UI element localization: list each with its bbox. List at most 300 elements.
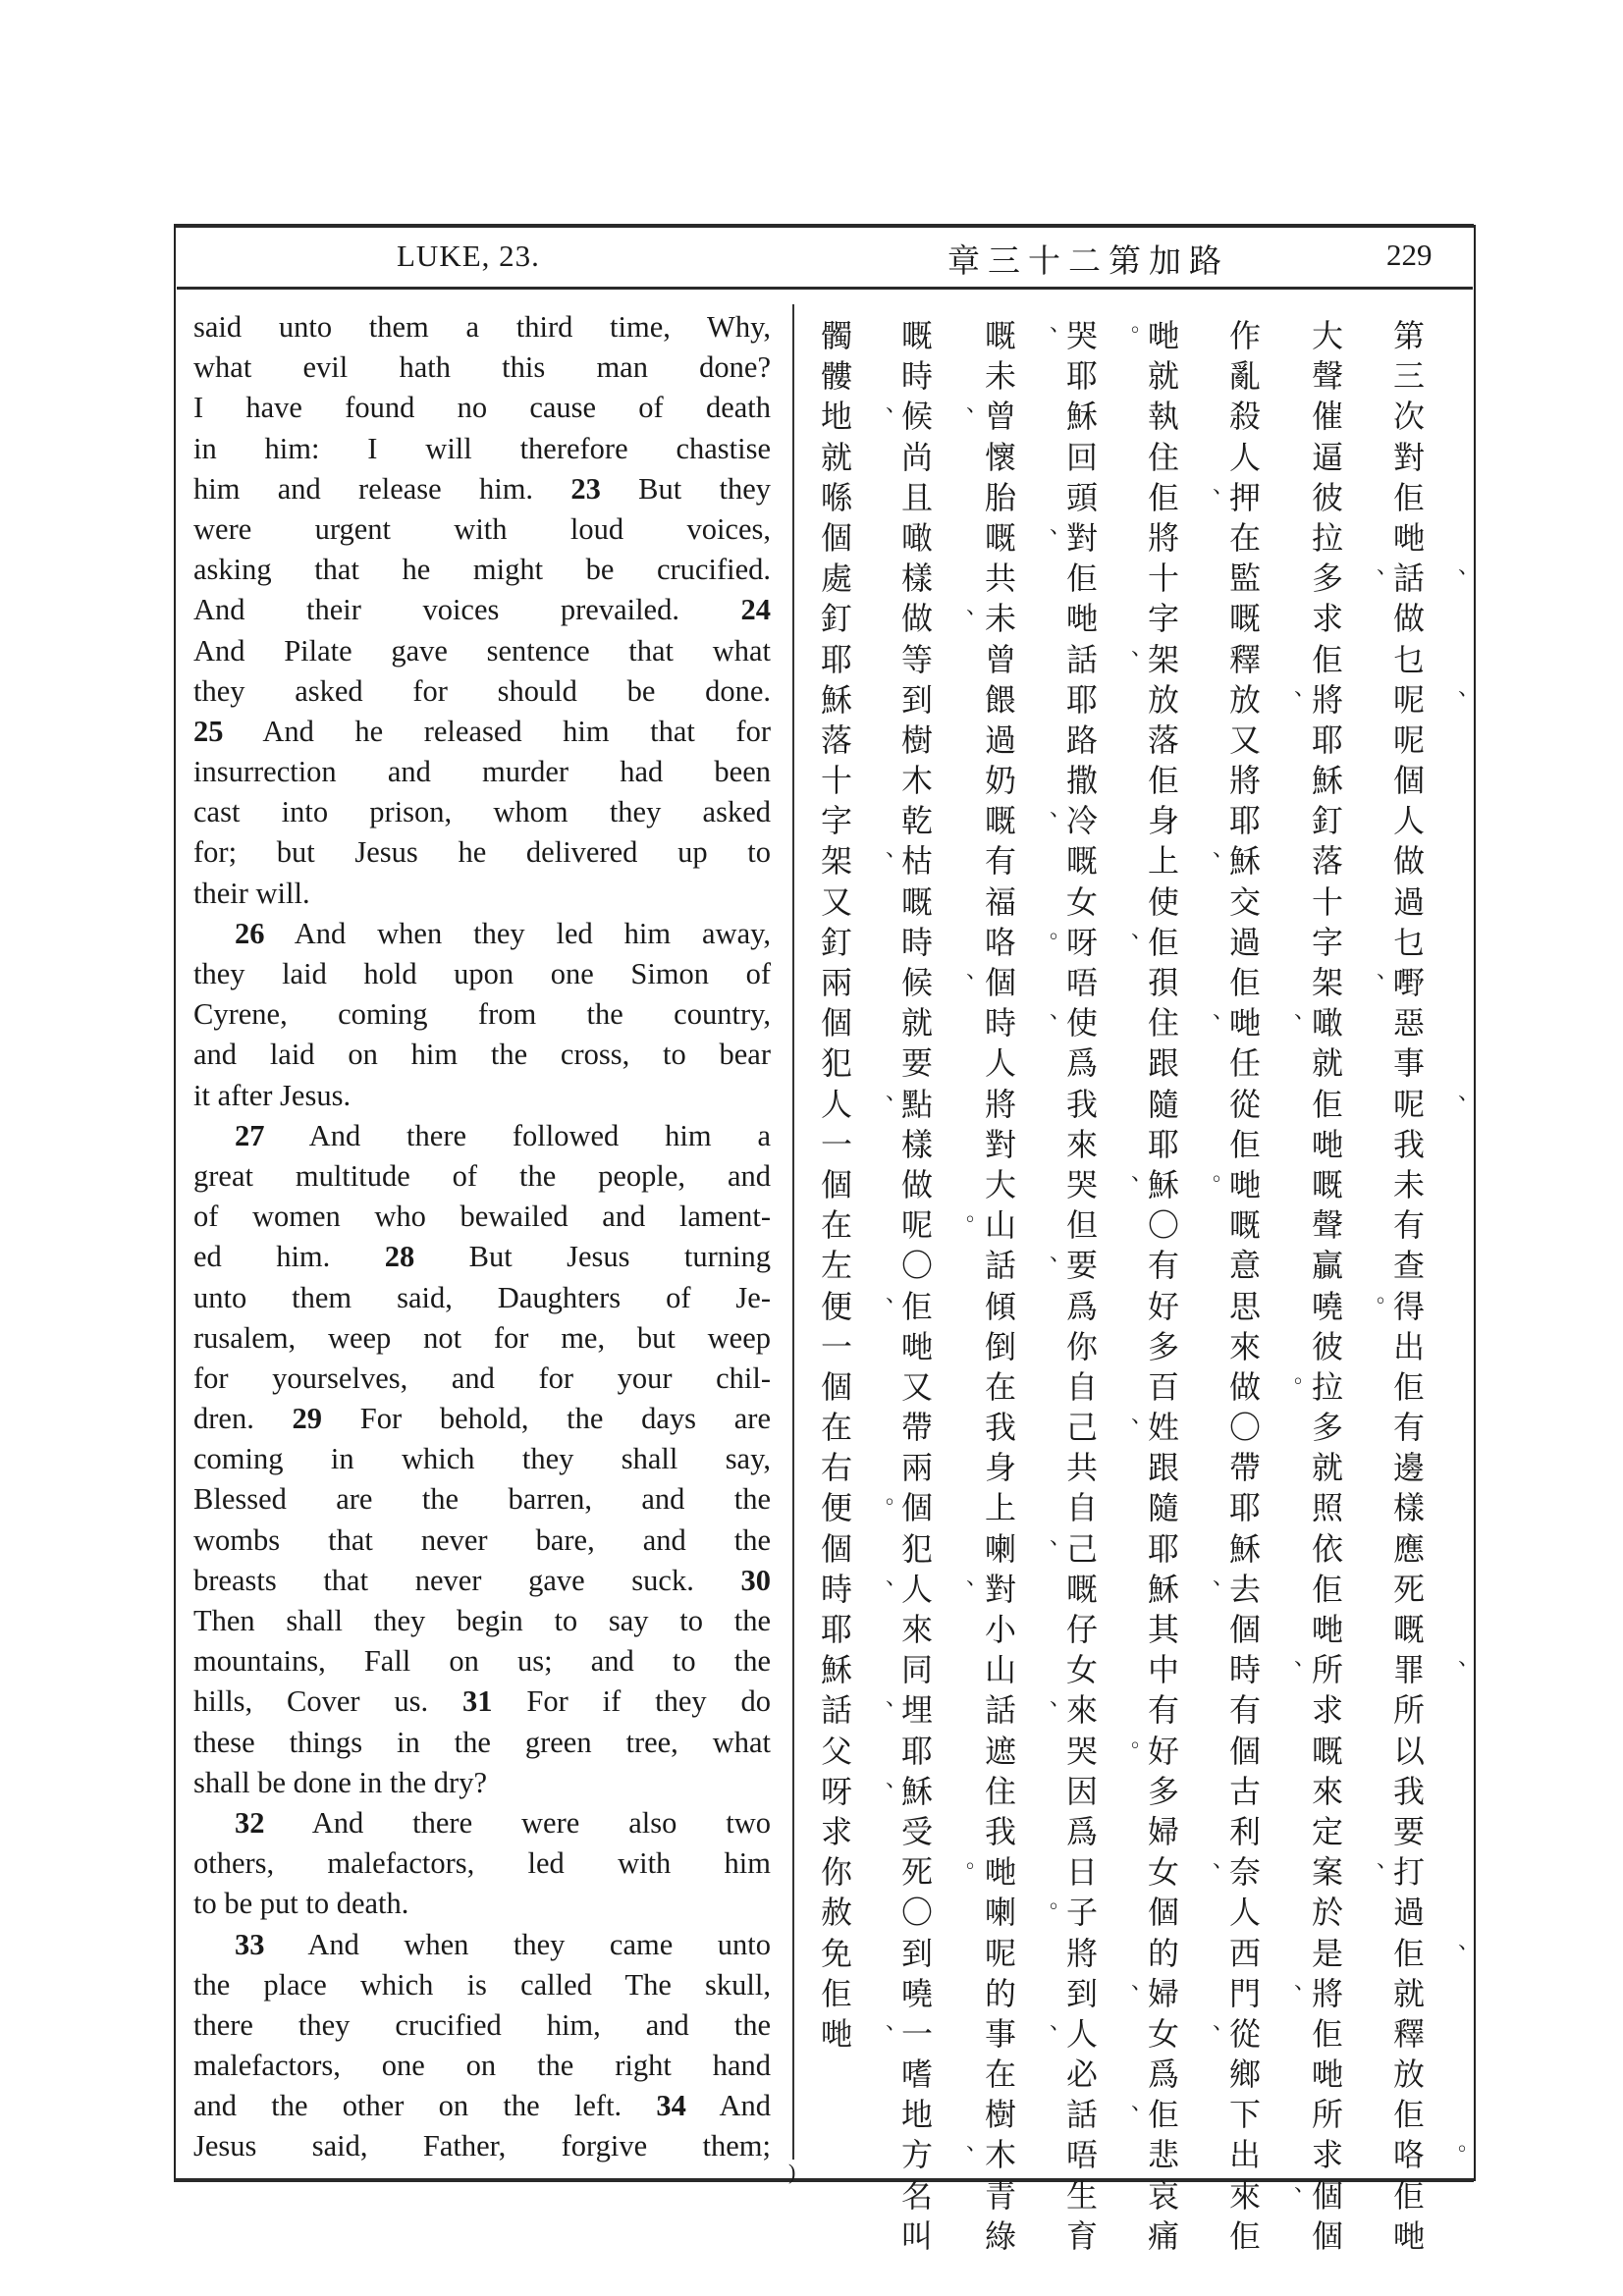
- chinese-character: 咯 。: [979, 923, 1022, 963]
- chinese-character: 以: [1392, 1732, 1425, 1770]
- chinese-character: 個: [1228, 1732, 1261, 1770]
- chinese-character: 個: [820, 1165, 852, 1203]
- chinese-character: 做: [1392, 842, 1425, 881]
- chinese-character: 哋: [1065, 600, 1098, 638]
- chinese-character: 住: [1147, 438, 1179, 476]
- chinese-character: 來: [1065, 1691, 1098, 1730]
- chinese-character: 多 、: [1306, 559, 1349, 599]
- chinese-character: 話 、: [979, 1246, 1022, 1286]
- chinese-character: 佢: [1228, 1125, 1261, 1163]
- verse-number: 27: [235, 1118, 265, 1152]
- chinese-character: 落: [820, 721, 852, 759]
- chinese-character: 又: [1228, 721, 1261, 759]
- chinese-character: 殺: [1228, 398, 1261, 436]
- punctuation-mark: 、: [966, 2131, 989, 2157]
- chinese-character: 就: [1311, 1449, 1343, 1487]
- chinese-character: 求: [820, 1812, 852, 1850]
- chinese-character: 父: [820, 1732, 852, 1770]
- chinese-character: 一: [820, 1327, 852, 1365]
- chinese-character: 住 、: [1142, 1003, 1185, 1043]
- chinese-character: 山: [984, 1651, 1016, 1689]
- punctuation-mark: 、: [966, 595, 989, 620]
- chinese-character: 頭: [1065, 478, 1098, 516]
- chinese-character: 呢 。: [895, 1205, 939, 1246]
- chinese-character: 日: [1065, 1853, 1098, 1892]
- chinese-character: 咯 。: [1387, 2135, 1431, 2175]
- chinese-character: 贏: [1311, 1247, 1343, 1285]
- chinese-character: 將: [984, 1085, 1016, 1123]
- chinese-character: 架 、: [1306, 963, 1349, 1003]
- chinese-character: 嘅: [900, 317, 933, 354]
- chinese-character: 的: [984, 1974, 1016, 2012]
- chinese-character: 話 、: [1060, 2095, 1104, 2135]
- chinese-character: 到: [900, 680, 933, 719]
- chinese-character: 呀 、: [815, 1772, 858, 1812]
- punctuation-mark: 。: [1458, 2131, 1481, 2157]
- chinese-character: 哋: [984, 1853, 1016, 1892]
- chinese-character: 呢 、: [1387, 1085, 1431, 1125]
- punctuation-mark: 、: [1213, 999, 1235, 1025]
- chinese-character: 兩: [820, 964, 852, 1001]
- chinese-character: 隨: [1147, 1085, 1179, 1123]
- chinese-character: 在: [984, 1367, 1016, 1406]
- english-text-line: him and release him. 23 But they: [193, 471, 771, 506]
- chinese-character: 爲: [1147, 2056, 1179, 2094]
- chinese-character: 要: [900, 1044, 933, 1083]
- chinese-character: 又: [820, 882, 852, 921]
- chinese-character: 穌: [820, 680, 852, 719]
- column-divider: [792, 304, 794, 2160]
- chinese-character: 哋 、: [815, 2014, 858, 2055]
- chinese-text-column: [1060, 312, 1154, 2257]
- chinese-character: 落: [1147, 721, 1179, 759]
- chinese-character: 所: [1311, 2096, 1343, 2134]
- chinese-character: 個: [820, 1004, 852, 1042]
- punctuation-mark: 、: [1377, 959, 1399, 984]
- chinese-character: 綠: [984, 2216, 1016, 2255]
- chinese-character: 所: [1392, 1691, 1425, 1730]
- chinese-character: 亂: [1228, 357, 1261, 396]
- english-text-line: for; but Jesus he delivered up to: [193, 835, 771, 870]
- bottom-border-rule: [174, 2178, 1474, 2182]
- english-text-line: breasts that never gave suck. 30: [193, 1563, 771, 1597]
- chinese-character: 曾: [984, 640, 1016, 678]
- punctuation-mark: 、: [1213, 1565, 1235, 1590]
- punctuation-mark: 、: [1458, 1929, 1481, 1954]
- chinese-character: 門 、: [1223, 1974, 1267, 2014]
- chinese-character: 爲: [1065, 1287, 1098, 1325]
- chinese-character: 過: [984, 721, 1016, 759]
- chinese-character: 樣: [900, 1125, 933, 1163]
- punctuation-mark: 。: [966, 1848, 989, 1874]
- chinese-character: 尚: [900, 438, 933, 476]
- chinese-character: 將: [1311, 1974, 1343, 2012]
- chinese-character: 放: [1392, 2056, 1425, 2094]
- chinese-character: 哋: [900, 1327, 933, 1365]
- punctuation-mark: 、: [1213, 837, 1235, 863]
- chinese-character: 多: [1147, 1772, 1179, 1810]
- chinese-character: 對: [1065, 518, 1098, 557]
- chinese-character: 佢 、: [1387, 1934, 1431, 1974]
- punctuation-mark: 、: [1458, 675, 1481, 701]
- chinese-character: 查: [1392, 1247, 1425, 1285]
- english-text-line: hills, Cover us. 31 For if they do: [193, 1684, 772, 1719]
- chinese-character: 哋: [1228, 1165, 1261, 1203]
- chinese-character: 冷: [1065, 802, 1098, 840]
- chinese-character: 佢: [1311, 2014, 1343, 2053]
- chinese-character: 胎: [984, 478, 1016, 516]
- chinese-character: 跟: [1147, 1044, 1179, 1083]
- chinese-character: 佢: [1392, 2176, 1425, 2215]
- chinese-character: 個: [1147, 1894, 1179, 1932]
- chinese-character: 女: [1065, 1651, 1098, 1689]
- punctuation-mark: 、: [1458, 555, 1481, 580]
- chinese-character: 傾: [984, 1287, 1016, 1325]
- chinese-character: 穌: [1228, 1529, 1261, 1568]
- chinese-character: 利: [1228, 1812, 1261, 1850]
- chinese-character: 罪 、: [1387, 1650, 1431, 1690]
- punctuation-mark: 、: [1213, 473, 1235, 499]
- chinese-character: 打: [1392, 1853, 1425, 1892]
- chinese-character: 來: [1228, 1327, 1261, 1365]
- chinese-character: 多: [1311, 1409, 1343, 1447]
- chinese-character: 哀: [1147, 2176, 1179, 2215]
- chinese-character: 話 、: [979, 1690, 1022, 1731]
- chinese-character: 未: [1392, 1165, 1425, 1203]
- chinese-character: 路: [1065, 721, 1098, 759]
- chinese-character: 嘅: [1392, 1611, 1425, 1648]
- punctuation-mark: 、: [886, 1080, 908, 1105]
- english-text-line: rusalem, weep not for me, but weep: [193, 1320, 771, 1355]
- chinese-character: 佢: [1392, 1367, 1425, 1406]
- punctuation-mark: 、: [1294, 2171, 1317, 2197]
- chinese-character: 人: [1228, 1894, 1261, 1932]
- chinese-character: 我: [1392, 1772, 1425, 1810]
- chinese-character: 佢: [1228, 964, 1261, 1001]
- chinese-character: 耶: [1228, 802, 1261, 840]
- chinese-character: 耶: [1311, 721, 1343, 759]
- punctuation-mark: 、: [886, 2009, 908, 2035]
- english-text-line: 32 And there were also two: [235, 1805, 771, 1840]
- chinese-character: 自: [1065, 1367, 1098, 1406]
- chinese-character: 聲: [1311, 357, 1343, 396]
- chinese-character: 的: [1147, 1934, 1179, 1972]
- punctuation-mark: 、: [1050, 513, 1072, 539]
- chinese-character: 個: [1311, 2176, 1343, 2215]
- chinese-character: 來: [900, 1611, 933, 1648]
- punctuation-mark: 、: [966, 393, 989, 418]
- chinese-character: 個: [1392, 762, 1425, 800]
- chinese-character: 落: [1311, 842, 1343, 881]
- chinese-character: 免: [820, 1934, 852, 1972]
- english-text-line: malefactors, one on the right hand: [193, 2049, 771, 2083]
- chinese-character: 爲: [1065, 1044, 1098, 1083]
- punctuation-mark: 、: [1131, 1969, 1154, 1995]
- chinese-character: 有: [984, 842, 1016, 881]
- chinese-character: 左: [820, 1247, 852, 1285]
- punctuation-mark: 。: [1131, 312, 1154, 337]
- chinese-character: 話 、: [1387, 559, 1431, 599]
- punctuation-mark: 、: [1131, 635, 1154, 661]
- punctuation-mark: 。: [1294, 1362, 1317, 1388]
- english-text-line: 33 And when they came unto: [235, 1927, 771, 1961]
- chinese-character: 呢: [984, 1934, 1016, 1972]
- verse-number: 30: [740, 1563, 771, 1597]
- chinese-character: 個: [1311, 2216, 1343, 2255]
- chinese-character: 我: [984, 1812, 1016, 1850]
- chinese-character: 監: [1228, 560, 1261, 598]
- chinese-character: 便 。: [815, 1488, 858, 1528]
- footer-mark: ): [788, 2160, 796, 2184]
- chinese-character: 女 、: [1142, 1852, 1185, 1893]
- chinese-character: 嘢: [1392, 964, 1425, 1001]
- english-text-line: for yourselves, and for your chil-: [193, 1361, 771, 1395]
- chinese-character: 話 、: [815, 1690, 858, 1731]
- english-text-line: 25 And he released him that for: [193, 714, 771, 748]
- chinese-character: 嘅: [900, 882, 933, 921]
- chinese-character: 點: [900, 1085, 933, 1123]
- chinese-character: 佢: [1228, 2216, 1261, 2255]
- chinese-character: 得: [1392, 1287, 1425, 1325]
- chinese-character: 樣: [900, 560, 933, 598]
- chinese-character: 共: [984, 560, 1016, 598]
- chinese-character: 其: [1147, 1611, 1179, 1648]
- chinese-character: 字: [820, 802, 852, 840]
- verse-number: 26: [235, 916, 265, 950]
- punctuation-mark: 、: [1294, 999, 1317, 1025]
- chinese-character: 嘅: [1228, 600, 1261, 638]
- chinese-character: 穌 、: [1142, 1570, 1185, 1610]
- chinese-character: 上 、: [1142, 841, 1185, 881]
- punctuation-mark: 、: [966, 1565, 989, 1590]
- chinese-character: 未: [984, 357, 1016, 396]
- chinese-character: 嗜: [900, 2056, 933, 2094]
- chinese-character: 唔: [1065, 2136, 1098, 2174]
- chinese-character: 我: [1392, 1125, 1425, 1163]
- chinese-character: 依: [1311, 1529, 1343, 1568]
- chinese-character: 山: [984, 1206, 1016, 1245]
- chinese-character: 回: [1065, 438, 1098, 476]
- chinese-character: 時 、: [815, 1570, 858, 1610]
- punctuation-mark: 、: [1458, 1080, 1481, 1105]
- english-text-line: ed him. 28 But Jesus turning: [193, 1240, 771, 1274]
- punctuation-mark: 。: [1050, 1889, 1072, 1914]
- chinese-character: 哋: [1311, 1125, 1343, 1163]
- chinese-character: 婦: [1147, 1974, 1179, 2012]
- chinese-character: 逼: [1311, 438, 1343, 476]
- chinese-character: 中: [1147, 1651, 1179, 1689]
- chinese-character: 有: [1147, 1691, 1179, 1730]
- english-text-line: said unto them a third time, Why,: [193, 310, 771, 344]
- chinese-character: 十: [1311, 882, 1343, 921]
- running-head-english: LUKE, 23.: [397, 239, 540, 273]
- chinese-character: 我: [1065, 1085, 1098, 1123]
- chinese-character: 奈: [1228, 1853, 1261, 1892]
- english-text-line: And Pilate gave sentence that what: [193, 633, 771, 667]
- english-text-line: and laid on him the cross, to bear: [193, 1038, 771, 1072]
- english-text-line: their will.: [193, 876, 310, 910]
- punctuation-mark: 、: [886, 393, 908, 418]
- punctuation-mark: 、: [1050, 1242, 1072, 1267]
- chinese-character: 嘅: [1311, 1732, 1343, 1770]
- chinese-character: 任: [1228, 1044, 1261, 1083]
- chinese-character: 噉: [1311, 1004, 1343, 1042]
- chinese-character: 事 、: [979, 2014, 1022, 2055]
- chinese-character: 定: [1311, 1812, 1343, 1850]
- chinese-character: 共: [1065, 1449, 1098, 1487]
- chinese-character: 己: [1065, 1529, 1098, 1568]
- english-text-line: 26 And when they led him away,: [235, 916, 771, 950]
- chinese-character: 倒: [984, 1327, 1016, 1365]
- chinese-character: 個: [900, 1489, 933, 1527]
- chinese-character: 三: [1392, 357, 1425, 396]
- chinese-character: 犯: [900, 1529, 933, 1568]
- chinese-character: 處: [820, 560, 852, 598]
- chinese-character: 嘅 、: [979, 316, 1022, 356]
- chinese-character: 做: [1392, 600, 1425, 638]
- chinese-character: 嘵: [900, 1974, 933, 2012]
- chinese-character: 方 、: [895, 2135, 939, 2175]
- chinese-character: 做 。: [1223, 1367, 1267, 1408]
- chinese-character: 呢 、: [1387, 680, 1431, 721]
- chinese-character: 木: [984, 2136, 1016, 2174]
- punctuation-mark: 。: [966, 1201, 989, 1227]
- verse-number: 31: [462, 1684, 493, 1719]
- punctuation-mark: 。: [1377, 1282, 1399, 1308]
- chinese-character: 架: [1147, 640, 1179, 678]
- english-text-line: there they crucified him, and the: [193, 2007, 771, 2042]
- running-head-chinese: 章三十二第加路: [947, 241, 1229, 280]
- chinese-text-column: [1223, 316, 1317, 2257]
- chinese-character: 人 、: [895, 1570, 939, 1610]
- chinese-character: 多: [1147, 1327, 1179, 1365]
- chinese-character: 嘅: [1228, 1206, 1261, 1245]
- chinese-character: 字: [1147, 600, 1179, 638]
- punctuation-mark: 、: [1294, 675, 1317, 701]
- chinese-character: 上: [984, 1489, 1016, 1527]
- chinese-character: 求: [1311, 600, 1343, 638]
- chinese-character: 死: [1392, 1570, 1425, 1608]
- chinese-character: 放 、: [1223, 680, 1267, 721]
- chinese-character: 樹: [984, 2096, 1016, 2134]
- english-text-line: it after Jesus.: [193, 1078, 352, 1112]
- chinese-character: 使: [1065, 1004, 1098, 1042]
- chinese-character: 將: [1228, 762, 1261, 800]
- chinese-character: 到: [900, 1934, 933, 1972]
- chinese-character: 意: [1228, 1247, 1261, 1285]
- chinese-character: 人: [1065, 2014, 1098, 2053]
- chinese-character: 耶: [1228, 1489, 1261, 1527]
- chinese-character: 個: [1228, 1611, 1261, 1648]
- chinese-character: 〇: [1147, 1206, 1179, 1245]
- chinese-character: 但: [1065, 1206, 1098, 1245]
- chinese-character: 等: [900, 640, 933, 678]
- punctuation-mark: 、: [1213, 1848, 1235, 1874]
- chinese-character: 案 、: [1306, 1852, 1349, 1893]
- chinese-character: 架 、: [815, 841, 858, 881]
- chinese-character: 我: [984, 1409, 1016, 1447]
- chinese-character: 有: [1147, 1247, 1179, 1285]
- chinese-character: 就: [900, 1004, 933, 1042]
- chinese-character: 耶: [1065, 680, 1098, 719]
- chinese-character: 哋: [1392, 518, 1425, 557]
- chinese-character: 個: [820, 1529, 852, 1568]
- punctuation-mark: 、: [1294, 1646, 1317, 1672]
- chinese-text-column: [815, 316, 908, 2055]
- chinese-character: 穌: [900, 1772, 933, 1810]
- verse-number: 32: [235, 1805, 265, 1840]
- chinese-character: 人: [984, 1044, 1016, 1083]
- chinese-character: 過: [1392, 1894, 1425, 1932]
- punctuation-mark: 、: [886, 1282, 908, 1308]
- chinese-character: 將: [1311, 680, 1343, 719]
- chinese-character: 對: [1392, 438, 1425, 476]
- chinese-character: 押: [1228, 478, 1261, 516]
- chinese-character: 照: [1311, 1489, 1343, 1527]
- chinese-character: 佢: [1147, 2096, 1179, 2134]
- chinese-character: 生: [1065, 2176, 1098, 2215]
- punctuation-mark: 、: [1458, 1646, 1481, 1672]
- chinese-character: 唔: [1065, 964, 1098, 1001]
- chinese-character: 邊: [1392, 1449, 1425, 1487]
- chinese-character: 未: [984, 600, 1016, 638]
- chinese-character: 來: [1311, 1772, 1343, 1810]
- chinese-character: 哭 、: [1060, 1165, 1104, 1205]
- chinese-character: 人 、: [815, 1085, 858, 1125]
- chinese-character: 在: [820, 1409, 852, 1447]
- punctuation-mark: 、: [1131, 918, 1154, 943]
- chinese-character: 有: [1228, 1691, 1261, 1730]
- chinese-character: 彼: [1311, 478, 1343, 516]
- chinese-character: 嘅 、: [979, 801, 1022, 841]
- english-text-line: wombs that never bare, and the: [193, 1522, 771, 1557]
- chinese-character: 佢: [1065, 560, 1098, 598]
- chinese-character: 哭 。: [1060, 1732, 1104, 1772]
- chinese-character: 樹: [900, 721, 933, 759]
- punctuation-mark: 、: [886, 1565, 908, 1590]
- chinese-character: 耶: [1065, 357, 1098, 396]
- punctuation-mark: 、: [1131, 2091, 1154, 2116]
- chinese-character: 同: [900, 1651, 933, 1689]
- chinese-character: 就: [1392, 1974, 1425, 2012]
- punctuation-mark: 、: [1050, 2009, 1072, 2035]
- english-text-line: insurrection and murder had been: [193, 755, 771, 789]
- chinese-character: 對: [984, 1125, 1016, 1163]
- english-text-line: 27 And there followed him a: [235, 1118, 771, 1152]
- english-text-line: to be put to death.: [193, 1887, 409, 1921]
- punctuation-mark: 、: [1050, 1686, 1072, 1712]
- chinese-character: 求: [1311, 2136, 1343, 2174]
- chinese-character: 耶: [820, 1611, 852, 1648]
- chinese-character: 髑: [820, 317, 852, 354]
- chinese-character: 做: [900, 1165, 933, 1203]
- punctuation-mark: 、: [886, 1767, 908, 1792]
- chinese-character: 犯: [820, 1044, 852, 1083]
- chinese-character: 個: [820, 518, 852, 557]
- chinese-character: 將: [1065, 1934, 1098, 1972]
- chinese-character: 大: [984, 1165, 1016, 1203]
- english-text-line: the place which is called The skull,: [193, 1967, 771, 2002]
- chinese-character: 〇: [900, 1247, 933, 1285]
- english-text-line: Cyrene, coming from the country,: [193, 997, 771, 1032]
- chinese-character: 事: [1392, 1044, 1425, 1083]
- chinese-character: 鄉: [1228, 2056, 1261, 2094]
- chinese-character: 十: [1147, 560, 1179, 598]
- chinese-character: 從: [1228, 1085, 1261, 1123]
- chinese-character: 嘅 、: [979, 518, 1022, 559]
- chinese-character: 跟: [1147, 1449, 1179, 1487]
- punctuation-mark: 、: [1050, 1524, 1072, 1550]
